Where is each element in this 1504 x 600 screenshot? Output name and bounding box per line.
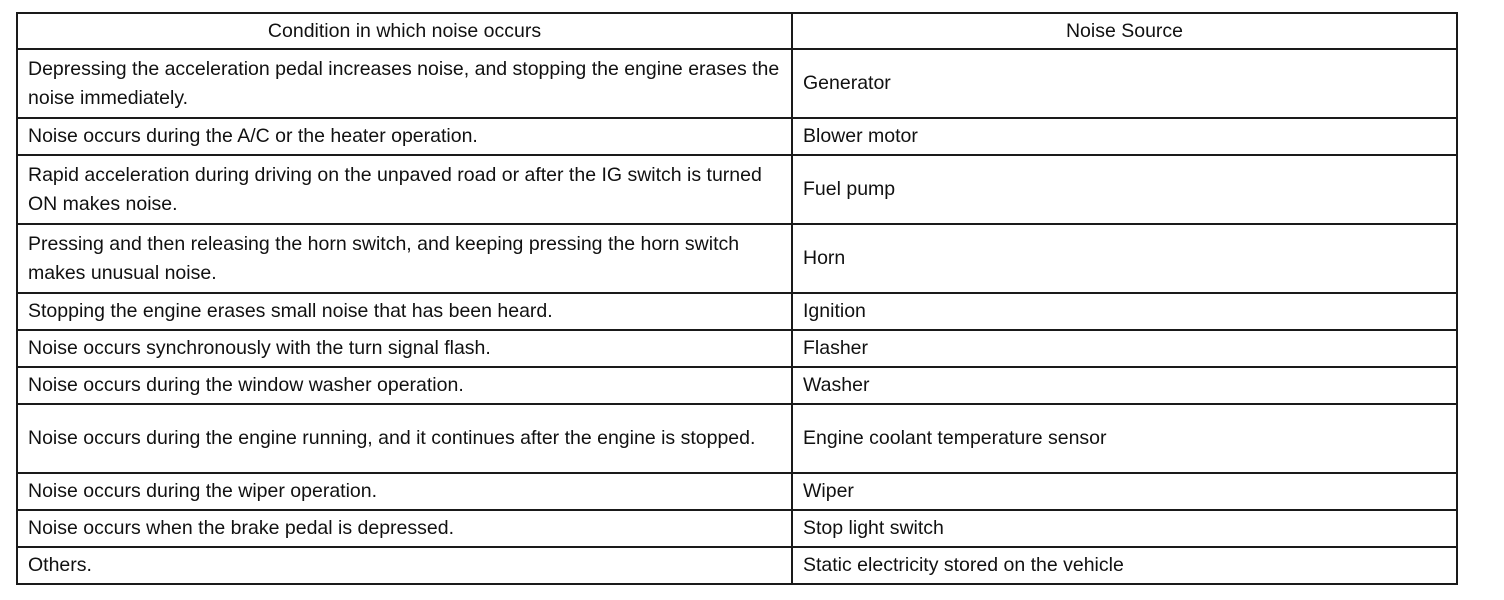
table-row [17,49,1457,118]
noise-source-cell: Fuel pump [792,155,1457,224]
condition-cell: Noise occurs during the window washer operation. [17,367,792,404]
table-row [17,330,1457,367]
condition-cell: Noise occurs during the wiper operation. [17,473,792,510]
noise-source-table [16,12,1458,585]
noise-source-cell: Flasher [792,330,1457,367]
condition-cell: Depressing the acceleration pedal increases noise, and stopping the engine erases the noise immediately. [17,49,792,118]
noise-source-cell: Static electricity stored on the vehicle [792,547,1457,584]
table-row [17,473,1457,510]
noise-source-cell: Washer [792,367,1457,404]
table-header-row [17,13,1457,49]
header-condition: Condition in which noise occurs [17,13,792,49]
table-row [17,224,1457,293]
noise-source-cell: Blower motor [792,118,1457,155]
noise-source-cell: Horn [792,224,1457,293]
table-row [17,155,1457,224]
noise-source-cell: Wiper [792,473,1457,510]
condition-cell: Pressing and then releasing the horn switch, and keeping pressing the horn switch makes unusual noise. [17,224,792,293]
condition-cell: Noise occurs during the A/C or the heater operation. [17,118,792,155]
noise-source-cell: Stop light switch [792,510,1457,547]
condition-cell: Noise occurs during the engine running, and it continues after the engine is stopped. [17,404,792,473]
condition-cell: Stopping the engine erases small noise that has been heard. [17,293,792,330]
condition-cell: Noise occurs when the brake pedal is depressed. [17,510,792,547]
table-row [17,510,1457,547]
noise-source-cell: Engine coolant temperature sensor [792,404,1457,473]
table-row [17,118,1457,155]
table-row [17,404,1457,473]
table-row [17,547,1457,584]
noise-source-cell: Generator [792,49,1457,118]
condition-cell: Noise occurs synchronously with the turn signal flash. [17,330,792,367]
table-row [17,293,1457,330]
condition-cell: Others. [17,547,792,584]
condition-cell: Rapid acceleration during driving on the unpaved road or after the IG switch is turned ON makes noise. [17,155,792,224]
header-noise-source: Noise Source [792,13,1457,49]
table-row [17,367,1457,404]
noise-source-cell: Ignition [792,293,1457,330]
